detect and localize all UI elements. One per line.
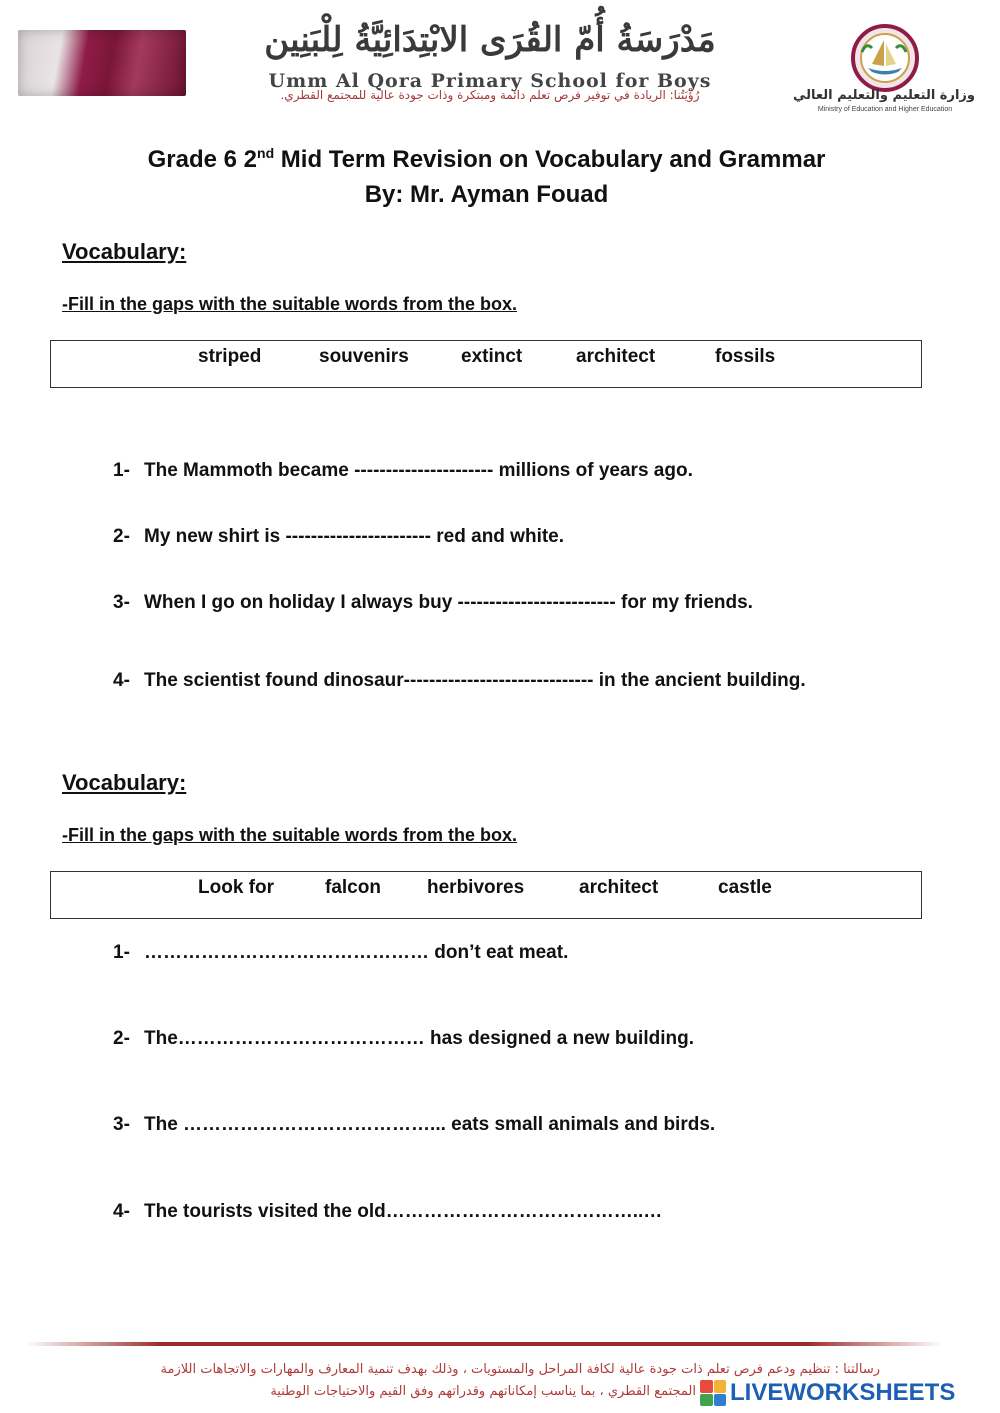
ministry-name-english: Ministry of Education and Higher Education — [817, 106, 953, 113]
liveworksheets-logo-icon — [700, 1380, 726, 1406]
worksheet-title: Grade 6 2nd Mid Term Revision on Vocabulary and Grammar — [147, 145, 826, 173]
question-item: 4- The tourists visited the old…………………………………..… — [113, 1201, 663, 1222]
question-item: 3- When I go on holiday I always buy ------------------------- for my friends. — [113, 592, 753, 613]
school-name-arabic: مَدْرَسَةُ أُمّ القُرَى الابْتِدَائِيَّةُ لِلْبَنِين — [264, 20, 716, 60]
mission-statement-line-1: رسالتنا : تنظيم ودعم فرص تعلم ذات جودة عالية لكافة المراحل والمستويات ، وذلك بهدف تنمية المعارف والمهارات والاتجاهات اللازمة — [160, 1362, 880, 1377]
worksheet-author: By: Mr. Ayman Fouad — [364, 181, 609, 208]
question-item: 4- The scientist found dinosaur------------------------------ in the ancient building. — [113, 670, 806, 691]
watermark-text: LIVEWORKSHEETS — [730, 1379, 956, 1406]
question-item: 1- ……………………………………… don’t eat meat. — [113, 942, 569, 963]
question-item: 2- My new shirt is ----------------------- red and white. — [113, 526, 565, 547]
ministry-emblem-icon — [826, 22, 944, 92]
ministry-name-arabic: وزارة التعليم والتعليم العالي — [792, 88, 975, 103]
footer-divider — [25, 1342, 943, 1346]
school-name-english: Umm Al Qora Primary School for Boys — [268, 70, 712, 92]
school-vision-arabic: رُؤْيَتُنا: الريادة في توفير فرص تعلم دائمة ومبتكرة وذات جودة عالية للمجتمع القطري. — [280, 88, 700, 102]
question-item: 1- The Mammoth became ---------------------- millions of years ago. — [113, 460, 693, 481]
liveworksheets-watermark — [700, 1378, 992, 1408]
section-instruction: -Fill in the gaps with the suitable words from the box. — [62, 294, 518, 314]
word-bank-item: extinct — [461, 346, 523, 367]
question-item: 2- The………………………………… has designed a new building. — [113, 1028, 694, 1049]
qatar-flag-image — [18, 30, 186, 96]
section-heading: Vocabulary: — [62, 770, 187, 795]
word-bank-item: herbivores — [427, 877, 525, 898]
word-bank-item: souvenirs — [319, 346, 409, 367]
section-instruction: -Fill in the gaps with the suitable words from the box. — [62, 825, 518, 845]
word-bank-item: architect — [579, 877, 659, 898]
section-heading: Vocabulary: — [62, 239, 187, 264]
word-bank-item: striped — [198, 346, 262, 367]
word-bank-item: falcon — [325, 877, 381, 898]
word-bank-item: fossils — [715, 346, 776, 367]
word-box — [50, 871, 922, 919]
word-box — [50, 340, 922, 388]
word-bank-item: castle — [718, 877, 772, 898]
mission-statement-line-2: المجتمع القطري ، بما يناسب إمكاناتهم وقدراتهم وفق القيم والاحتياجات الوطنية — [270, 1384, 696, 1399]
word-bank-item: Look for — [198, 877, 274, 898]
word-bank-item: architect — [576, 346, 656, 367]
question-item: 3- The …………………………………... eats small animals and birds. — [113, 1114, 716, 1135]
